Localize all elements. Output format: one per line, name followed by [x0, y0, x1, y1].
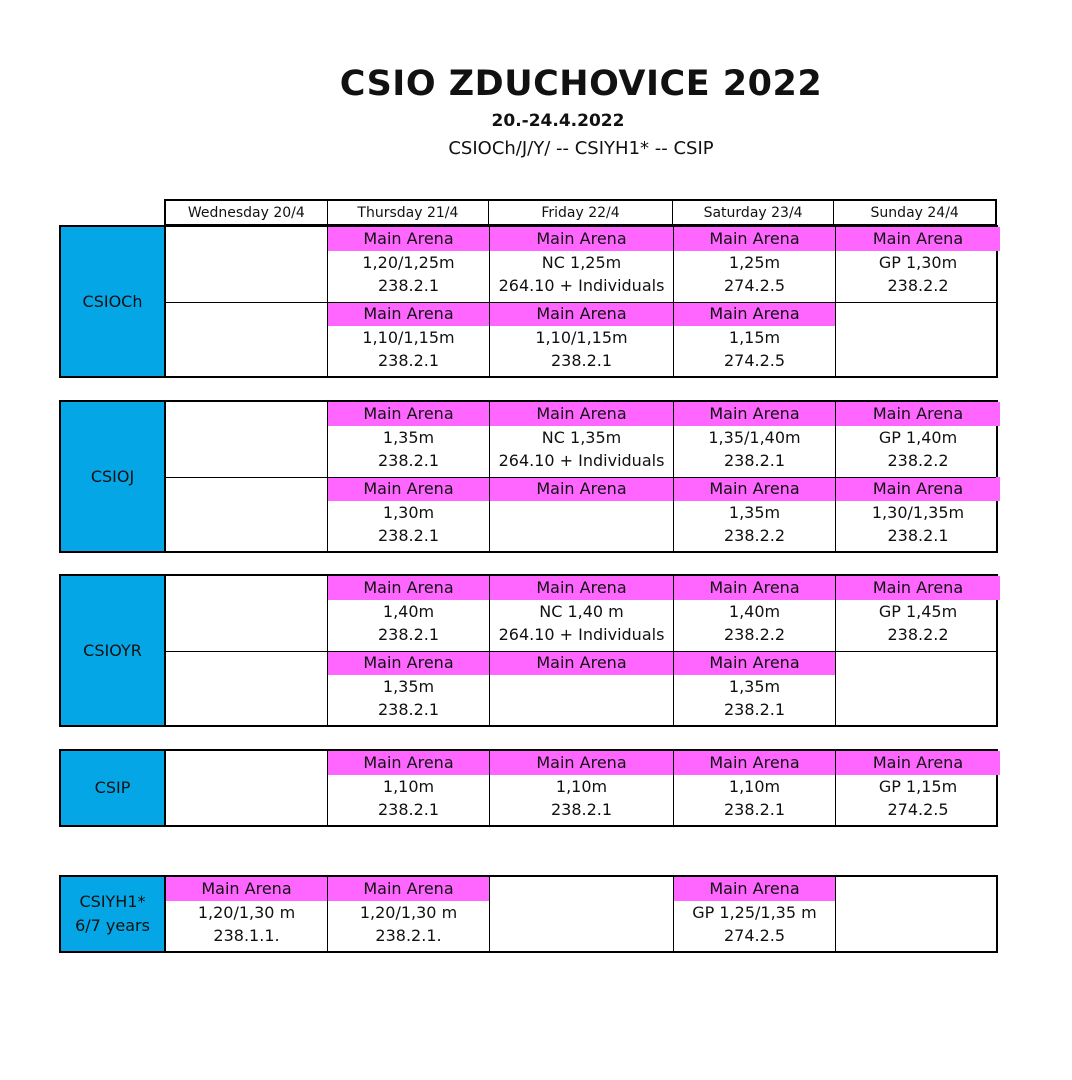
- class-rule: 238.2.2: [887, 625, 949, 644]
- class-height: GP 1,25/1,35 m: [692, 903, 817, 922]
- class-rule: 238.2.1: [550, 351, 613, 370]
- category-label: CSIYH1* 6/7 years: [61, 877, 166, 951]
- day-header-wednesday: Wednesday 20/4: [166, 201, 328, 224]
- venue-label: Main Arena: [490, 651, 673, 675]
- venue-label: Main Arena: [674, 227, 835, 251]
- class-rule: 238.2.2: [723, 625, 786, 644]
- class-height: 1,40m: [382, 602, 435, 621]
- class-height: NC 1,35m: [541, 428, 622, 447]
- day-column: [836, 751, 1000, 825]
- event-cell: [490, 576, 673, 646]
- class-rule: 274.2.5: [723, 926, 786, 945]
- event-cell: [166, 877, 327, 947]
- venue-label: Main Arena: [490, 477, 673, 501]
- event-cell: [674, 227, 835, 297]
- venue-label: Main Arena: [328, 477, 489, 501]
- venue-label: Main Arena: [674, 576, 835, 600]
- event-cell: [490, 402, 673, 472]
- day-column: [166, 751, 328, 825]
- day-column: [166, 877, 328, 951]
- class-rule: 264.10 + Individuals: [498, 451, 665, 470]
- venue-label: Main Arena: [836, 477, 1000, 501]
- event-cell: [674, 576, 835, 646]
- class-height: NC 1,25m: [541, 253, 622, 272]
- venue-label: Main Arena: [674, 302, 835, 326]
- event-cell: [674, 751, 835, 821]
- class-height: [490, 675, 673, 698]
- class-rule: 274.2.5: [723, 276, 786, 295]
- class-height: 1,15m: [728, 328, 781, 347]
- event-cell: [836, 576, 1000, 646]
- class-height: 1,40m: [728, 602, 781, 621]
- day-column: [674, 877, 836, 951]
- venue-label: Main Arena: [836, 227, 1000, 251]
- class-rule: 238.2.2: [723, 526, 786, 545]
- row-divider: [166, 651, 996, 652]
- event-cell: [836, 227, 1000, 297]
- class-height: 1,10/1,15m: [535, 328, 628, 347]
- venue-label: Main Arena: [490, 576, 673, 600]
- class-height: 1,30/1,35m: [871, 503, 965, 522]
- event-cell: [328, 651, 489, 721]
- row-divider: [166, 477, 996, 478]
- page-title: CSIO ZDUCHOVICE 2022: [339, 64, 823, 104]
- event-cell: [328, 227, 489, 297]
- class-rule: 238.2.1: [377, 700, 440, 719]
- category-label: CSIOYR: [61, 576, 166, 725]
- event-cell: [674, 402, 835, 472]
- venue-label: Main Arena: [328, 227, 489, 251]
- event-cell: [490, 227, 673, 297]
- class-rule: 238.2.1: [377, 625, 440, 644]
- event-cell: [490, 651, 673, 721]
- event-cell: [836, 477, 1000, 547]
- venue-label: Main Arena: [490, 402, 673, 426]
- class-height: GP 1,40m: [878, 428, 958, 447]
- venue-label: Main Arena: [836, 402, 1000, 426]
- class-height: GP 1,30m: [878, 253, 958, 272]
- class-height: 1,35m: [382, 677, 435, 696]
- day-header-saturday: Saturday 23/4: [673, 201, 835, 224]
- event-cell: [328, 751, 489, 821]
- event-cell: [674, 877, 835, 947]
- class-rule: 238.2.1: [723, 451, 786, 470]
- venue-label: Main Arena: [328, 751, 489, 775]
- class-height: 1,35m: [382, 428, 435, 447]
- class-rule: [490, 698, 673, 721]
- class-rule: [490, 524, 673, 547]
- class-rule: 238.2.1: [377, 800, 440, 819]
- class-height: 1,30m: [382, 503, 435, 522]
- day-header-sunday: Sunday 24/4: [870, 204, 959, 221]
- day-header: [164, 199, 997, 226]
- class-rule: 238.2.1: [887, 526, 949, 545]
- venue-label: Main Arena: [490, 227, 673, 251]
- day-column: [674, 751, 836, 825]
- class-height: NC 1,40 m: [539, 602, 624, 621]
- event-cell: [490, 302, 673, 372]
- class-rule: 274.2.5: [723, 351, 786, 370]
- venue-label: Main Arena: [674, 651, 835, 675]
- venue-label: Main Arena: [674, 402, 835, 426]
- class-rule: 238.2.1: [723, 800, 786, 819]
- class-rule: 238.2.1: [377, 526, 440, 545]
- class-height: 1,10m: [555, 777, 608, 796]
- class-height: 1,35/1,40m: [708, 428, 801, 447]
- row-divider: [166, 302, 996, 303]
- venue-label: Main Arena: [674, 877, 835, 901]
- event-cell: [490, 477, 673, 547]
- category-label: CSIP: [61, 751, 166, 825]
- day-column: [836, 877, 1000, 951]
- venue-label: Main Arena: [328, 402, 489, 426]
- schedule-block: [59, 749, 998, 827]
- day-header-friday: Friday 22/4: [489, 201, 673, 224]
- class-height: 1,10m: [382, 777, 435, 796]
- class-height: 1,20/1,30 m: [197, 903, 296, 922]
- event-cell: [674, 302, 835, 372]
- day-column: [490, 751, 674, 825]
- event-cell: [836, 402, 1000, 472]
- category-label: CSIOJ: [61, 402, 166, 551]
- event-cell: [328, 302, 489, 372]
- venue-label: Main Arena: [490, 751, 673, 775]
- class-rule: 238.2.1: [377, 351, 440, 370]
- class-rule: 238.2.1: [377, 451, 440, 470]
- class-height: 1,20/1,30 m: [359, 903, 458, 922]
- category-label: CSIOCh: [61, 227, 166, 376]
- venue-label: Main Arena: [836, 751, 1000, 775]
- schedule-block: [59, 574, 998, 727]
- class-rule: 274.2.5: [887, 800, 949, 819]
- class-height: 1,35m: [728, 677, 781, 696]
- schedule-block: [59, 225, 998, 378]
- class-rule: 238.2.1.: [375, 926, 442, 945]
- venue-label: Main Arena: [836, 576, 1000, 600]
- class-rule: 264.10 + Individuals: [498, 276, 665, 295]
- class-rule: 264.10 + Individuals: [498, 625, 665, 644]
- event-cell: [674, 477, 835, 547]
- schedule-block: [59, 400, 998, 553]
- day-column: [328, 877, 490, 951]
- class-rule: 238.2.2: [887, 451, 949, 470]
- venue-label: Main Arena: [328, 576, 489, 600]
- class-rule: 238.2.2: [887, 276, 949, 295]
- event-cell: [328, 402, 489, 472]
- venue-label: Main Arena: [674, 751, 835, 775]
- class-height: 1,10/1,15m: [362, 328, 455, 347]
- event-cell: [328, 877, 489, 947]
- event-cell: [328, 576, 489, 646]
- venue-label: Main Arena: [166, 877, 327, 901]
- class-rule: 238.1.1.: [213, 926, 280, 945]
- class-height: [490, 501, 673, 524]
- day-column: [490, 877, 674, 951]
- event-cell: [490, 751, 673, 821]
- venue-label: Main Arena: [328, 302, 489, 326]
- venue-label: Main Arena: [490, 302, 673, 326]
- event-cell: [674, 651, 835, 721]
- class-height: 1,10m: [728, 777, 781, 796]
- class-height: 1,20/1,25m: [362, 253, 455, 272]
- event-cell: [836, 751, 1000, 821]
- event-classes: CSIOCh/J/Y/ -- CSIYH1* -- CSIP: [448, 138, 714, 159]
- class-height: GP 1,45m: [878, 602, 958, 621]
- day-column: [328, 751, 490, 825]
- schedule-block: [59, 875, 998, 953]
- venue-label: Main Arena: [328, 877, 489, 901]
- class-rule: 238.2.1: [723, 700, 786, 719]
- class-rule: 238.2.1: [550, 800, 613, 819]
- event-dates: 20.-24.4.2022: [491, 111, 625, 131]
- class-height: GP 1,15m: [878, 777, 958, 796]
- venue-label: Main Arena: [674, 477, 835, 501]
- event-cell: [328, 477, 489, 547]
- class-height: 1,25m: [728, 253, 781, 272]
- venue-label: Main Arena: [328, 651, 489, 675]
- class-rule: 238.2.1: [377, 276, 440, 295]
- class-height: 1,35m: [728, 503, 781, 522]
- day-header-thursday: Thursday 21/4: [328, 201, 490, 224]
